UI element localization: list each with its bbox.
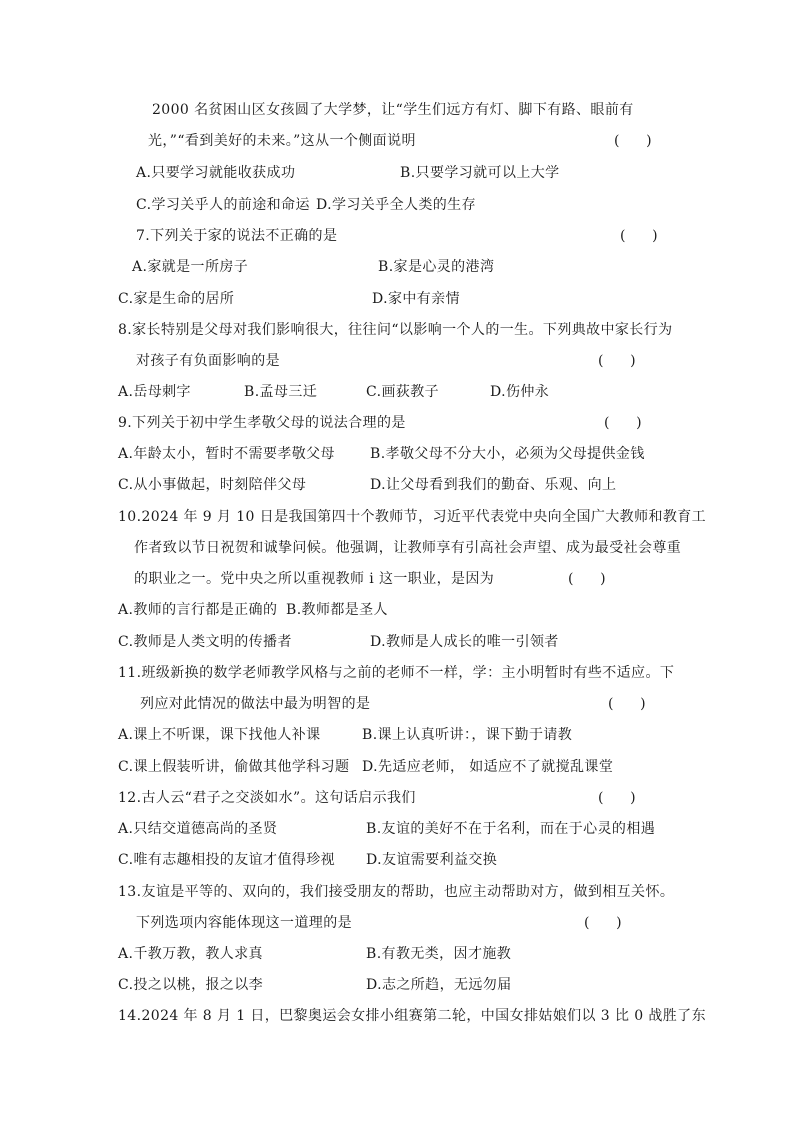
q12-option-b: B.友谊的美好不在于名利，而在于心灵的相遇: [366, 821, 656, 837]
q10-stem-line3: 的职业之一。党中央之所以重视教师 i 这一职业，是因为: [134, 571, 495, 587]
q6-option-a: A.只要学习就能收获成功: [136, 165, 296, 181]
q12-option-d: D.友谊需要利益交换: [366, 852, 498, 868]
q10-option-b: B.教师都是圣人: [286, 602, 388, 618]
q6-option-c: C.学习关乎人的前途和命运: [136, 197, 310, 213]
q14-stem-line1: 14.2024 年 8 月 1 日，巴黎奥运会女排小组赛第二轮，中国女排姑娘们以 3 比 0 战胜了东: [118, 1008, 706, 1024]
q9-option-a: A.年龄太小，暂时不需要孝敬父母: [118, 446, 335, 462]
q8-option-d: D.伤仲永: [490, 384, 550, 400]
q13-option-a: A.千教万教，教人求真: [118, 946, 263, 962]
q8-option-c: C.画荻教子: [366, 384, 440, 400]
q9-stem: 9.下列关于初中学生孝敬父母的说法合理的是: [118, 415, 406, 431]
q10-stem-line2: 作者致以节日祝贺和诚挚问候。他强调，让教师享有引高社会声望、成为最受社会尊重: [134, 540, 682, 556]
q8-option-a: A.岳母刺字: [118, 384, 191, 400]
q13-answer-blank: ( ): [584, 915, 622, 931]
q6-stem-line2: 光，”“看到美好的未来。”这从一个侧面说明: [148, 133, 416, 149]
q9-answer-blank: ( ): [604, 415, 642, 431]
q8-answer-blank: ( ): [598, 353, 636, 369]
q10-option-c: C.教师是人类文明的传播者: [118, 634, 292, 650]
q8-stem-line2: 对孩子有负面影响的是: [136, 353, 280, 369]
q6-option-d: D.学习关乎全人类的生存: [316, 197, 476, 213]
q11-answer-blank: ( ): [608, 696, 646, 712]
q12-answer-blank: ( ): [598, 790, 636, 806]
q7-stem: 7.下列关于家的说法不正确的是: [136, 228, 338, 244]
q11-option-c: C.课上假装听讲，偷做其他学科习题: [118, 759, 350, 775]
q9-option-b: B.孝敬父母不分大小，必须为父母提供金钱: [370, 446, 645, 462]
q8-stem-line1: 8.家长特别是父母对我们影响很大，往往问“以影响一个人的一生。下列典故中家长行为: [118, 322, 673, 338]
q9-option-c: C.从小事做起，时刻陪伴父母: [118, 477, 307, 493]
q10-answer-blank: ( ): [568, 571, 606, 587]
q12-stem: 12.古人云“君子之交淡如水”。这句话启示我们: [118, 790, 416, 806]
q6-answer-blank: ( ): [614, 133, 652, 149]
q10-option-a: A.教师的言行都是正确的: [118, 602, 278, 618]
q11-stem-line1: 11.班级新换的数学老师教学风格与之前的老师不一样，学：主小明暂时有些不适应。下: [118, 665, 675, 681]
q11-option-a: A.课上不听课，课下找他人补课: [118, 727, 321, 743]
q7-option-a: A.家就是一所房子: [132, 259, 249, 275]
q13-stem-line1: 13.友谊是平等的、双向的，我们接受朋友的帮助，也应主动帮助对方，做到相互关怀。: [118, 884, 675, 900]
q6-stem-line1: 2000 名贫困山区女孩圆了大学梦，让“学生们远方有灯、脚下有路、眼前有: [152, 102, 634, 118]
q13-stem-line2: 下列选项内容能体现这一道理的是: [136, 915, 352, 931]
q6-option-b: B.只要学习就可以上大学: [400, 165, 560, 181]
q7-option-c: C.家是生命的居所: [118, 291, 235, 307]
q11-option-d: D.先适应老师， 如适应不了就搅乱课堂: [362, 759, 614, 775]
q11-option-b: B.课上认真听讲：，课下勤于请教: [362, 727, 573, 743]
q11-stem-line2: 列应对此情况的做法中最为明智的是: [140, 696, 371, 712]
q9-option-d: D.让父母看到我们的勤奋、乐观、向上: [370, 477, 617, 493]
q7-option-d: D.家中有亲情: [372, 291, 460, 307]
q13-option-b: B.有教无类，因才施教: [366, 946, 512, 962]
q12-option-c: C.唯有志趣相投的友谊才值得珍视: [118, 852, 336, 868]
q12-option-a: A.只结交道德高尚的圣贤: [118, 821, 278, 837]
q10-option-d: D.教师是人成长的唯一引领者: [370, 634, 559, 650]
q7-option-b: B.家是心灵的港湾: [378, 259, 495, 275]
q8-option-b: B.孟母三迁: [244, 384, 318, 400]
q7-answer-blank: ( ): [620, 228, 658, 244]
q13-option-c: C.投之以桃，报之以李: [118, 977, 264, 993]
q13-option-d: D.志之所趋，无远勿届: [366, 977, 512, 993]
q10-stem-line1: 10.2024 年 9 月 10 日是我国第四十个教师节，习近平代表党中央向全国广大教师和教育工: [118, 509, 707, 525]
